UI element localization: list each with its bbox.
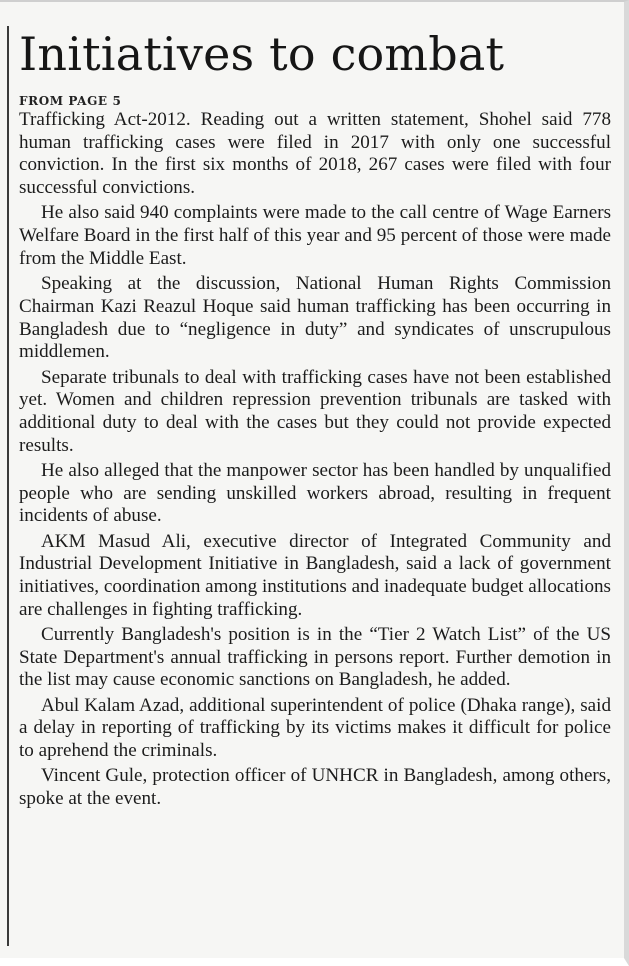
article-body bbox=[19, 109, 611, 811]
paragraph: Trafficking Act-2012. Reading out a written statement, Shohel said 778 human trafficking cases were filed in 2017 with only one successful conviction. In the first six months of 2018, 267 cases were filed with four successful convictions. bbox=[19, 109, 611, 199]
paragraph: He also alleged that the manpower sector has been handled by unqualified people who are sending unskilled workers abroad, resulting in frequent incidents of abuse. bbox=[19, 459, 611, 527]
paragraph: Vincent Gule, protection officer of UNHCR in Bangladesh, among others, spoke at the event. bbox=[19, 765, 611, 810]
paragraph: Currently Bangladesh's position is in the “Tier 2 Watch List” of the US State Department's annual trafficking in persons report. Further demotion in the list may cause economic sanctions on Bangladesh, he added. bbox=[19, 624, 611, 691]
paragraph: Separate tribunals to deal with trafficking cases have not been established yet. Women and children repression prevention tribunals are tasked with additional duty to deal with the cases but they could not provide expected results. bbox=[19, 366, 611, 456]
column-rule bbox=[7, 26, 9, 946]
article bbox=[19, 28, 611, 811]
paragraph: He also said 940 complaints were made to the call centre of Wage Earners Welfare Board in the first half of this year and 95 percent of those were made from the Middle East. bbox=[19, 202, 611, 269]
paragraph: Abul Kalam Azad, additional superintendent of police (Dhaka range), said a delay in reporting of trafficking by its victims makes it difficult for police to aprehend the criminals. bbox=[19, 694, 611, 762]
paragraph: Speaking at the discussion, National Human Rights Commission Chairman Kazi Reazul Hoque said human trafficking has been occurring in Bangladesh due to “negligence in duty” and syndicates of unscrupulous middlemen. bbox=[19, 273, 611, 363]
continued-from-label: FROM PAGE 5 bbox=[19, 94, 122, 108]
headline: Initiatives to combat bbox=[19, 27, 505, 81]
paragraph: AKM Masud Ali, executive director of Integrated Community and Industrial Development Initiative in Bangladesh, said a lack of government initiatives, coordination among institutions and inadequate budget allocations are challenges in fighting trafficking. bbox=[19, 530, 611, 620]
